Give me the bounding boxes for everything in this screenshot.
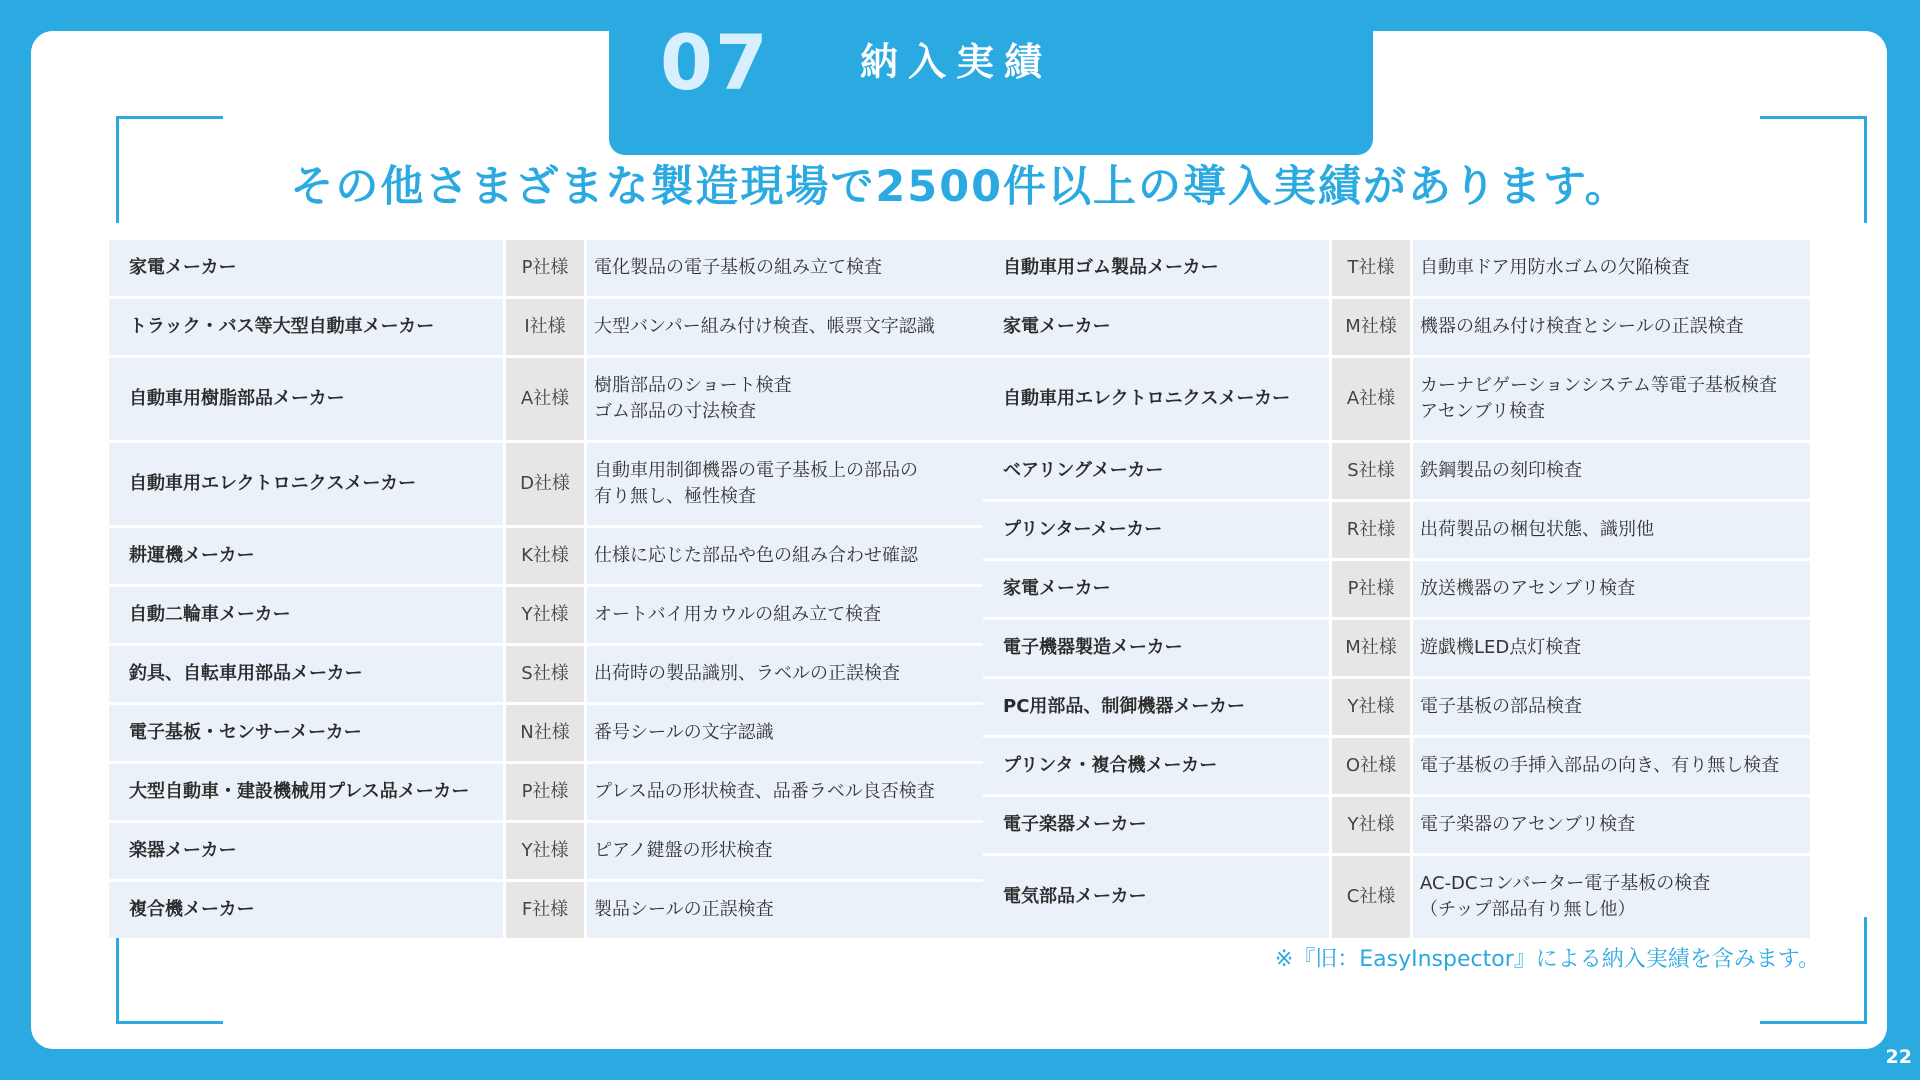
delivery-content: 遊戯機LED点灯検査 [1413, 620, 1810, 676]
delivery-content: 番号シールの文字認識 [587, 705, 1079, 761]
delivery-content: 自動車用制御機器の電子基板上の部品の 有り無し、極性検査 [587, 443, 1079, 525]
delivery-content: 電化製品の電子基板の組み立て検査 [587, 240, 1079, 296]
company-name: 複合機メーカー [109, 882, 503, 938]
delivery-content: カーナビゲーションシステム等電子基板検査 アセンブリ検査 [1413, 358, 1810, 440]
client-name: T社様 [1332, 240, 1410, 296]
page-number: 22 [1885, 1046, 1912, 1068]
delivery-content: 出荷製品の梱包状態、識別他 [1413, 502, 1810, 558]
company-name: 家電メーカー [983, 561, 1329, 617]
client-name: Y社様 [1332, 797, 1410, 853]
client-name: A社様 [506, 358, 584, 440]
client-name: P社様 [506, 764, 584, 820]
client-name: Y社様 [1332, 679, 1410, 735]
page-headline: その他さまざまな製造現場で2500件以上の導入実績があります。 [290, 162, 1630, 212]
delivery-content: 仕様に応じた部品や色の組み合わせ確認 [587, 528, 1079, 584]
client-name: Y社様 [506, 823, 584, 879]
delivery-content: 鉄鋼製品の刻印検査 [1413, 443, 1810, 499]
delivery-content: 大型バンパー組み付け検査、帳票文字認識 [587, 299, 1079, 355]
client-name: P社様 [506, 240, 584, 296]
client-name: K社様 [506, 528, 584, 584]
client-name: R社様 [1332, 502, 1410, 558]
delivery-content: 機器の組み付け検査とシールの正誤検査 [1413, 299, 1810, 355]
client-name: M社様 [1332, 299, 1410, 355]
delivery-content: 電子基板の部品検査 [1413, 679, 1810, 735]
company-name: 釣具、自転車用部品メーカー [109, 646, 503, 702]
client-name: O社様 [1332, 738, 1410, 794]
delivery-table-left [109, 240, 1079, 938]
company-name: トラック・バス等大型自動車メーカー [109, 299, 503, 355]
client-name: S社様 [1332, 443, 1410, 499]
delivery-content: 製品シールの正誤検査 [587, 882, 1079, 938]
delivery-content: プレス品の形状検査、品番ラベル良否検査 [587, 764, 1079, 820]
client-name: M社様 [1332, 620, 1410, 676]
client-name: F社様 [506, 882, 584, 938]
delivery-content: 電子楽器のアセンブリ検査 [1413, 797, 1810, 853]
company-name: 耕運機メーカー [109, 528, 503, 584]
company-name: 電子機器製造メーカー [983, 620, 1329, 676]
delivery-content: 樹脂部品のショート検査 ゴム部品の寸法検査 [587, 358, 1079, 440]
delivery-content: ピアノ鍵盤の形状検査 [587, 823, 1079, 879]
client-name: P社様 [1332, 561, 1410, 617]
company-name: プリンタ・複合機メーカー [983, 738, 1329, 794]
client-name: D社様 [506, 443, 584, 525]
company-name: 家電メーカー [983, 299, 1329, 355]
company-name: 電子基板・センサーメーカー [109, 705, 503, 761]
delivery-content: 放送機器のアセンブリ検査 [1413, 561, 1810, 617]
company-name: 自動二輪車メーカー [109, 587, 503, 643]
delivery-content: AC-DCコンバーター電子基板の検査 （チップ部品有り無し他） [1413, 856, 1810, 938]
corner-bracket-top-right [1760, 116, 1867, 223]
company-name: ベアリングメーカー [983, 443, 1329, 499]
client-name: S社様 [506, 646, 584, 702]
company-name: PC用部品、制御機器メーカー [983, 679, 1329, 735]
delivery-content: オートバイ用カウルの組み立て検査 [587, 587, 1079, 643]
company-name: 自動車用エレクトロニクスメーカー [983, 358, 1329, 440]
delivery-content: 自動車ドア用防水ゴムの欠陥検査 [1413, 240, 1810, 296]
company-name: 楽器メーカー [109, 823, 503, 879]
company-name: 家電メーカー [109, 240, 503, 296]
client-name: Y社様 [506, 587, 584, 643]
company-name: 大型自動車・建設機械用プレス品メーカー [109, 764, 503, 820]
client-name: I社様 [506, 299, 584, 355]
delivery-content: 電子基板の手挿入部品の向き、有り無し検査 [1413, 738, 1810, 794]
company-name: 自動車用ゴム製品メーカー [983, 240, 1329, 296]
client-name: C社様 [1332, 856, 1410, 938]
company-name: 自動車用エレクトロニクスメーカー [109, 443, 503, 525]
section-title: 納入実績 [860, 40, 1053, 84]
company-name: 電子楽器メーカー [983, 797, 1329, 853]
client-name: A社様 [1332, 358, 1410, 440]
company-name: 自動車用樹脂部品メーカー [109, 358, 503, 440]
delivery-table-right [983, 240, 1810, 938]
client-name: N社様 [506, 705, 584, 761]
company-name: 電気部品メーカー [983, 856, 1329, 938]
section-number: 07 [660, 18, 770, 107]
company-name: プリンターメーカー [983, 502, 1329, 558]
delivery-content: 出荷時の製品識別、ラベルの正誤検査 [587, 646, 1079, 702]
footnote: ※『旧：EasyInspector』による納入実績を含みます。 [1274, 947, 1820, 972]
